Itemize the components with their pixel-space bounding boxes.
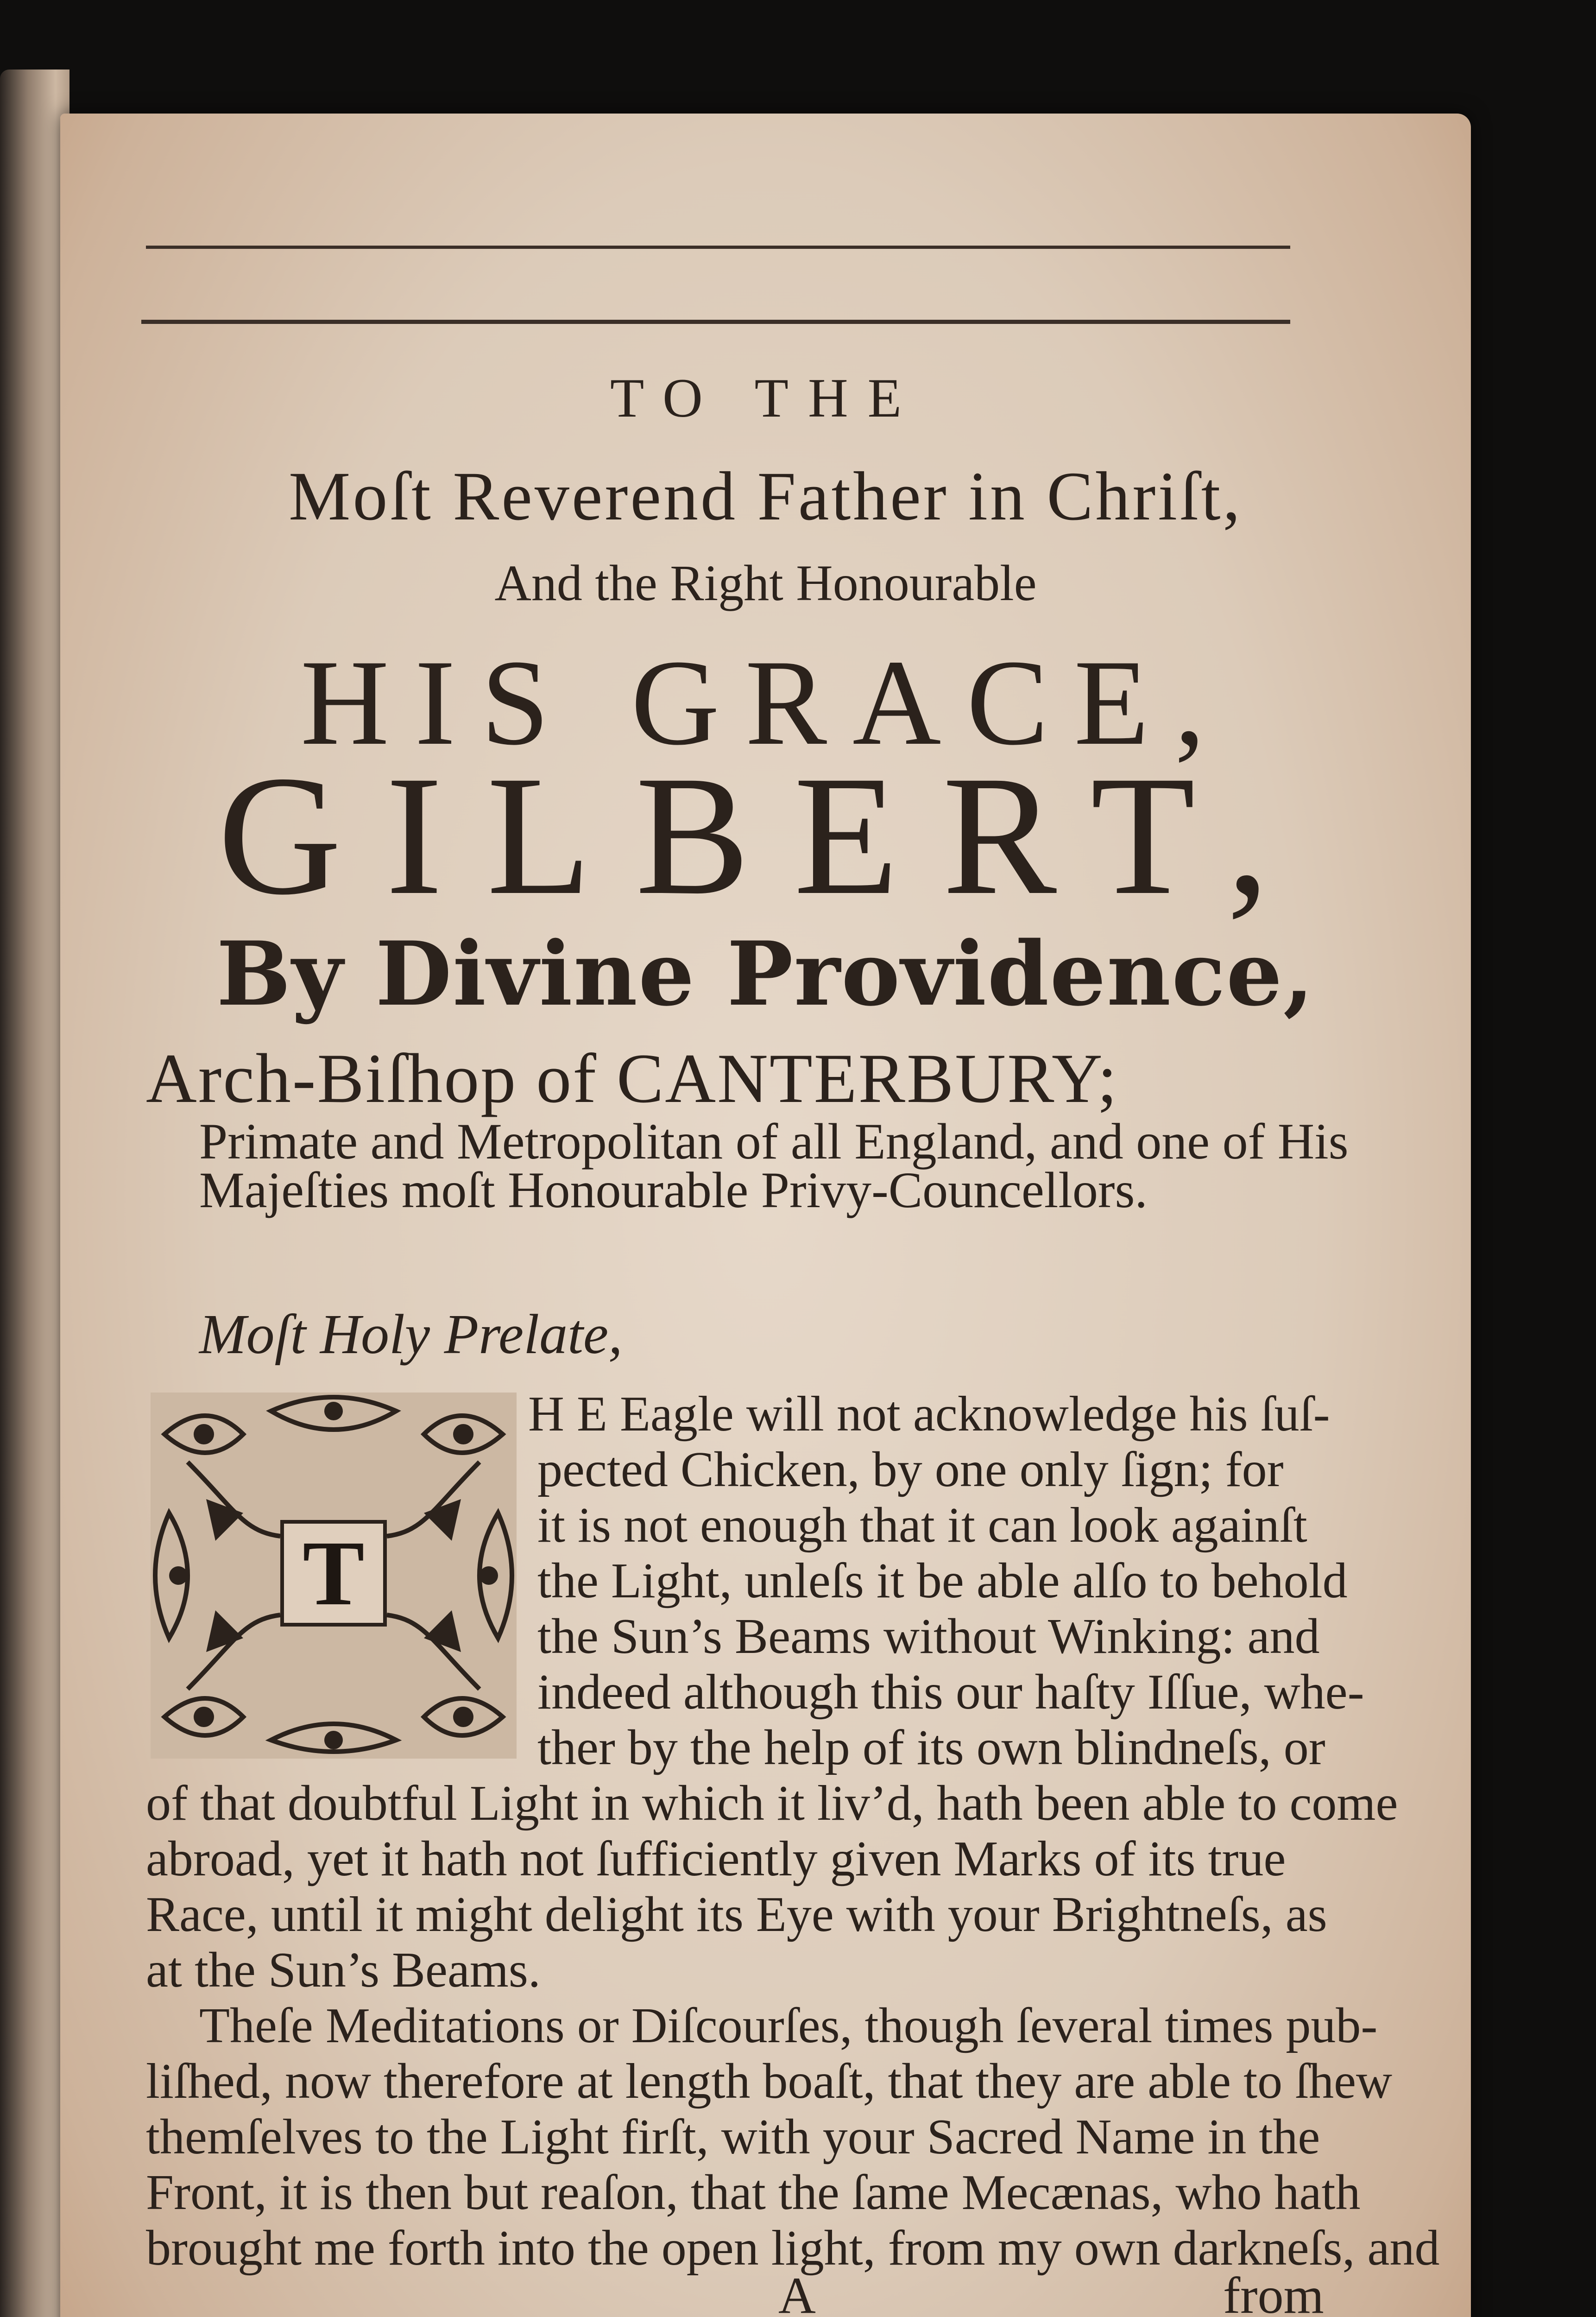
body-line-9: abroad, yet it hath not ſufficiently given Marks of its true [146,1831,1286,1887]
second-rule [141,320,1290,324]
majesties-line: Majeſties moſt Honourable Privy-Councellors. [199,1162,1148,1218]
by-divine-providence: By Divine Providence, [216,922,1315,1026]
body-line-8: of that doubtful Light in which it liv’d, hath been able to come [146,1776,1398,1831]
body-line-13: liſhed, now therefore at length boaſt, that they are able to ſhew [146,2054,1393,2109]
ornamental-initial [151,1393,517,1759]
primate-line: Primate and Metropolitan of all England, and one of His [199,1113,1349,1170]
body-line-14: themſelves to the Light firſt, with your Sacred Name in the [146,2109,1320,2165]
signature-mark: A [778,2267,816,2317]
body-line-4: the Light, unleſs it be able alſo to behold [537,1553,1348,1608]
body-line-15: Front, it is then but reaſon, that the ſame Mecænas, who hath [146,2165,1361,2220]
gilbert-heading: GILBERT, [218,741,1313,931]
to-the-heading: TO THE [610,367,921,429]
body-line-10: Race, until it might delight its Eye with your Brightneſs, as [146,1887,1327,1942]
salutation: Moſt Holy Prelate, [199,1303,623,1366]
book-edge [0,70,69,2317]
catchword: from [1223,2267,1324,2317]
his-grace-heading: HIS GRACE, [300,635,1231,771]
drop-cap-letter: T [280,1520,387,1627]
body-line-12: Theſe Meditations or Diſcourſes, though ſeveral times pub- [199,1998,1378,2053]
body-line-7: ther by the help of its own blindneſs, or [537,1720,1325,1775]
archbishop-line: Arch-Biſhop of CANTERBURY; [146,1039,1119,1117]
body-line-3: it is not enough that it can look againſt [537,1498,1307,1553]
body-line-6: indeed although this our haſty Iſſue, whe- [537,1665,1364,1720]
body-line-11: at the Sun’s Beams. [146,1943,541,1998]
top-rule [146,246,1290,249]
body-line-5: the Sun’s Beams without Winking: and [537,1609,1320,1664]
body-line-2: pected Chicken, by one only ſign; for [537,1442,1284,1497]
right-honourable-line: And the Right Honourable [494,555,1037,611]
body-line-16: brought me forth into the open light, from my own darkneſs, and [146,2221,1440,2276]
most-reverend-line: Moſt Reverend Father in Chriſt, [289,458,1243,535]
body-line-1: H E Eagle will not acknowledge his ſuſ- [528,1386,1330,1442]
